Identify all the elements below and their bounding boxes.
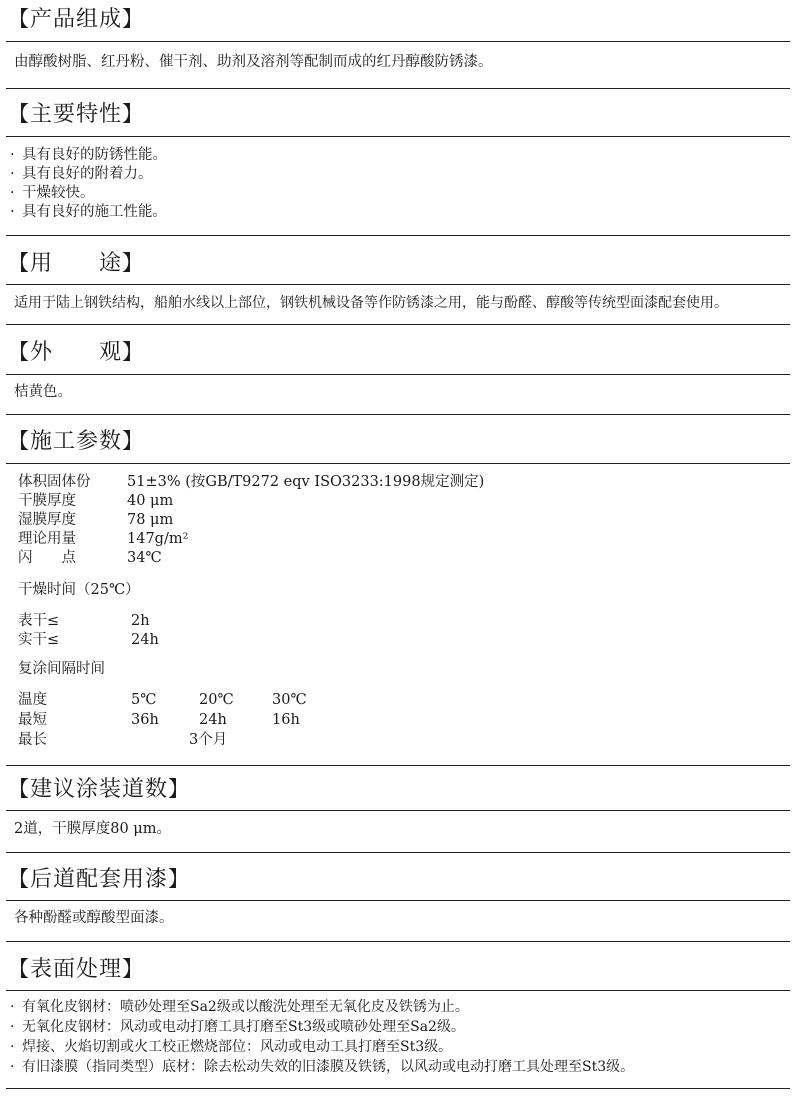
list-item: · 具有良好的附着力。 [10, 166, 153, 182]
topcoat-text: 各种酚醛或醇酸型面漆。 [14, 910, 174, 926]
section-heading-topcoat: 【后道配套用漆】 [8, 867, 191, 892]
appearance-text: 桔黄色。 [14, 384, 72, 400]
section-rule [6, 900, 790, 901]
section-rule [6, 414, 790, 415]
section-heading-features: 【主要特性】 [8, 102, 145, 127]
list-item: · 具有良好的施工性能。 [10, 204, 167, 220]
section-rule [6, 990, 790, 991]
section-rule [6, 235, 790, 236]
section-rule [6, 941, 790, 942]
list-item: · 无氧化皮钢材：风动或电动打磨工具打磨至St3级或喷砂处理至Sa2级。 [10, 1019, 465, 1035]
list-item: · 有旧漆膜（指同类型）底材：除去松动失效的旧漆膜及铁锈，以风动或电动打磨工具处理至St3级。 [10, 1059, 635, 1075]
section-rule [6, 88, 790, 89]
section-rule [6, 765, 790, 766]
section-heading-coats: 【建议涂装道数】 [8, 777, 191, 802]
coats-text: 2道，干膜厚度80 μm。 [14, 821, 171, 837]
section-rule [6, 1088, 790, 1089]
section-rule [6, 41, 790, 42]
section-rule [6, 284, 790, 285]
section-heading-composition: 【产品组成】 [8, 7, 145, 32]
section-heading-appearance: 【外 观】 [8, 340, 145, 365]
section-rule [6, 810, 790, 811]
section-heading-usage: 【用 途】 [8, 251, 145, 276]
section-rule [6, 136, 790, 137]
section-rule [6, 374, 790, 375]
section-rule [6, 324, 790, 325]
list-item: · 焊接、火焰切割或火工校正燃烧部位：风动或电动工具打磨至St3级。 [10, 1039, 453, 1055]
usage-text: 适用于陆上钢铁结构，船舶水线以上部位，钢铁机械设备等作防锈漆之用，能与酚醛、醇酸等传统型面漆配套使用。 [14, 295, 728, 311]
list-item: · 干燥较快。 [10, 185, 95, 201]
composition-text: 由醇酸树脂、红丹粉、催干剂、助剂及溶剂等配制而成的红丹醇酸防锈漆。 [14, 54, 493, 70]
section-rule [6, 463, 790, 464]
list-item: · 有氧化皮钢材：喷砂处理至Sa2级或以酸洗处理至无氧化皮及铁锈为止。 [10, 999, 469, 1015]
section-heading-params: 【施工参数】 [8, 429, 145, 454]
datasheet-page: 【产品组成】 由醇酸树脂、红丹粉、催干剂、助剂及溶剂等配制而成的红丹醇酸防锈漆。 【主要特性】 · 具有良好的防锈性能。 · 具有良好的附着力。 · 干燥较快。 · 具有良好的施工性能。 【用 途】 适用于陆上钢铁结构，船舶水线以上部位，钢铁机械设备等作防锈漆之用，能与酚醛、醇酸等传统型面漆配套使用。 【外 观】 桔黄色。 【施工参数】 体积固体份 51±3% (按GB/T9272 eqv ISO3233:1998规定测定) 干膜厚度 40 μm 湿膜厚度 78 μm 理论用量 147g/m² 闪 点 34℃ 干燥时间（25℃） 表干≤ 2h 实干≤ 24h 复涂间隔时间 温度 5℃ 20℃ 30℃ 最短 36h 24h 16h 最长 3个月 【建议涂装道数】 2道，干膜厚度80 μm。 【后道配套用漆】 各种酚醛或醇酸型面漆。 【表面处理】 · 有氧化皮钢材：喷砂处理至Sa2级或以酸洗处理至无氧化皮及铁锈为止。 · 无氧化皮钢材：风动或电动打磨工具打磨至St3级或喷砂处理至Sa2级。 · 焊接、火焰切割或火工校正燃烧部位：风动或电动工具打磨至St3级。 · 有旧漆膜（指同类型）底材：除去松动失效的旧漆膜及铁锈，以风动或电动打磨工具处理至St3级。 [0, 0, 800, 1107]
section-heading-surface: 【表面处理】 [8, 957, 145, 982]
list-item: · 具有良好的防锈性能。 [10, 147, 167, 163]
section-rule [6, 852, 790, 853]
